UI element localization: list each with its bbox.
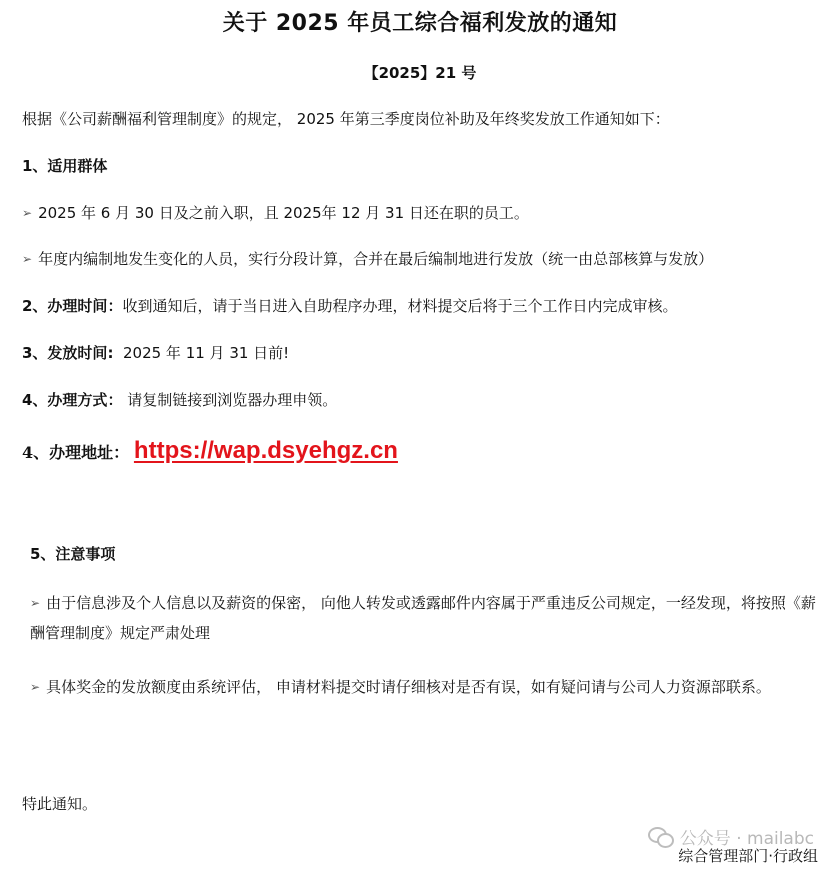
section-4-label: 4、办理方式：	[22, 391, 123, 409]
section-5-item	[30, 588, 830, 648]
signer: 综合管理部门·行政组	[678, 847, 818, 865]
section-1-item-text: 年度内编制地发生变化的人员，实行分段计算，合并在最后编制地进行发放（统一由总部核算与发放）	[38, 250, 714, 268]
arrow-bullet-icon: ➢	[30, 680, 41, 694]
section-2	[22, 295, 677, 316]
section-4	[22, 389, 337, 410]
section-1-item	[22, 248, 713, 269]
section-5-item-text: 由于信息涉及个人信息以及薪资的保密， 向他人转发或透露邮件内容属于严重违反公司规定，一经发现，将按照《薪酬管理制度》规定严肃处理	[30, 594, 816, 642]
document-number: 【2025】21 号	[363, 64, 477, 82]
section-3	[22, 342, 289, 363]
section-5-item-text: 具体奖金的发放额度由系统评估， 申请材料提交时请仔细核对是否有误，如有疑问请与公司人力资源部联系。	[46, 678, 771, 696]
arrow-bullet-icon: ➢	[22, 206, 33, 220]
section-5-item	[30, 672, 830, 702]
wechat-icon	[648, 827, 674, 847]
section-5-heading: 5、注意事项	[30, 545, 116, 563]
address-label: 4、办理地址：	[22, 443, 130, 462]
section-1-item-text: 2025 年 6 月 30 日及之前入职，且 2025年 12 月 31 日还在职的员工。	[38, 204, 529, 222]
closing-text: 特此通知。	[22, 795, 98, 813]
arrow-bullet-icon: ➢	[22, 252, 33, 266]
section-4-address	[22, 437, 398, 465]
section-2-text: 收到通知后，请于当日进入自助程序办理，材料提交后将于三个工作日内完成审核。	[122, 297, 678, 315]
section-3-label: 3、发放时间:	[22, 344, 114, 362]
intro-paragraph: 根据《公司薪酬福利管理制度》的规定， 2025 年第三季度岗位补助及年终奖发放工作通知如下：	[22, 110, 670, 128]
page-title: 关于 2025 年员工综合福利发放的通知	[222, 11, 618, 36]
address-link[interactable]: https://wap.dsyehgz.cn	[133, 437, 398, 464]
watermark-text: 公众号 · mailabc	[679, 829, 814, 849]
section-4-text: 请复制链接到浏览器办理申领。	[127, 391, 338, 409]
section-3-text: 2025 年 11 月 31 日前!	[122, 344, 290, 362]
section-1-heading: 1、适用群体	[22, 157, 108, 175]
section-2-label: 2、办理时间：	[22, 297, 123, 315]
arrow-bullet-icon: ➢	[30, 596, 41, 610]
section-1-item	[22, 202, 529, 223]
